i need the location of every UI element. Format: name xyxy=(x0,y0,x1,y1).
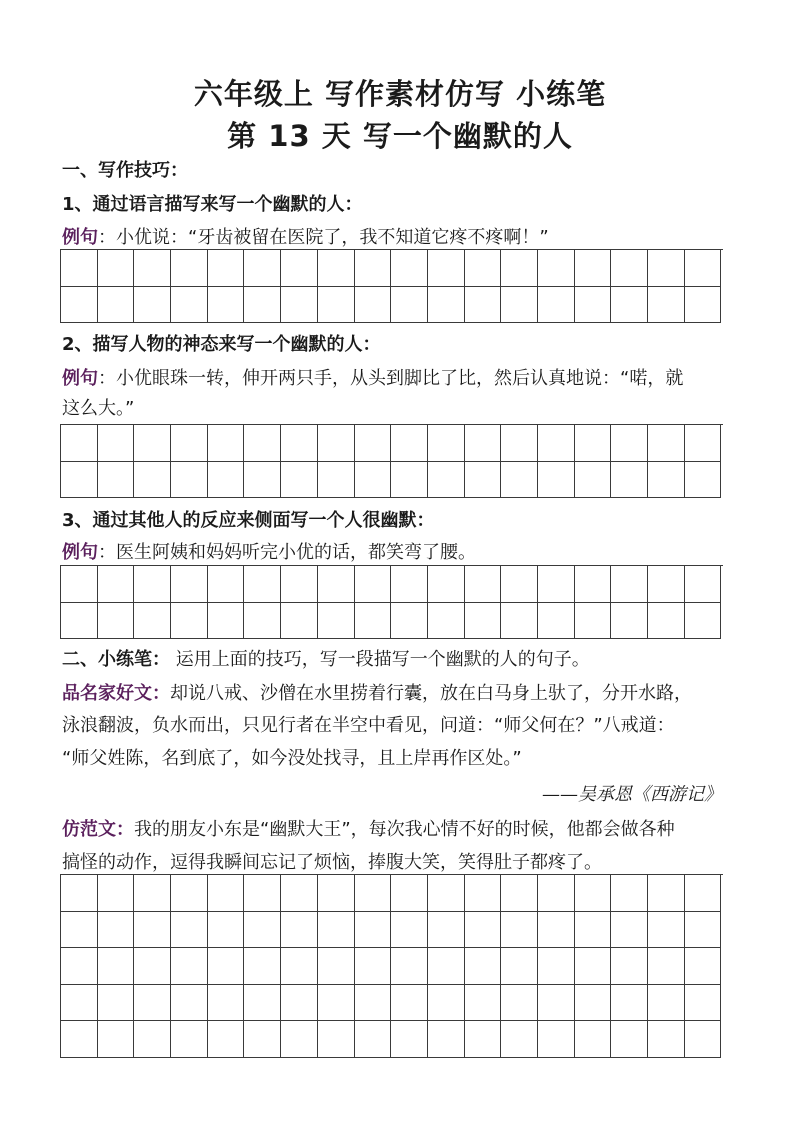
grid-cell[interactable] xyxy=(318,462,355,499)
technique-1-heading: 1、通过语言描写来写一个幽默的人： xyxy=(62,194,363,215)
grid-cell[interactable] xyxy=(538,462,575,499)
grid-cell[interactable] xyxy=(61,985,98,1022)
grid-cell[interactable] xyxy=(501,425,538,462)
grid-cell[interactable] xyxy=(134,566,171,603)
grid-cell[interactable] xyxy=(281,603,318,640)
grid-cell[interactable] xyxy=(244,287,281,324)
excerpt-line-1 xyxy=(62,679,738,709)
grid-cell[interactable] xyxy=(244,912,281,949)
grid-cell[interactable] xyxy=(465,425,502,462)
grid-cell[interactable] xyxy=(501,948,538,985)
grid-cell[interactable] xyxy=(171,603,208,640)
grid-cell[interactable] xyxy=(208,250,245,287)
grid-cell[interactable] xyxy=(428,912,465,949)
excerpt-label: 品名家好文： xyxy=(62,683,170,704)
grid-cell[interactable] xyxy=(98,875,135,912)
grid-cell[interactable] xyxy=(648,912,685,949)
grid-cell[interactable] xyxy=(685,603,722,640)
grid-cell[interactable] xyxy=(465,462,502,499)
grid-cell[interactable] xyxy=(355,287,392,324)
grid-cell[interactable] xyxy=(171,287,208,324)
grid-cell[interactable] xyxy=(61,250,98,287)
grid-cell[interactable] xyxy=(208,985,245,1022)
grid-cell[interactable] xyxy=(428,566,465,603)
grid-cell[interactable] xyxy=(685,462,722,499)
grid-cell[interactable] xyxy=(208,566,245,603)
grid-cell[interactable] xyxy=(611,912,648,949)
grid-cell[interactable] xyxy=(611,425,648,462)
grid-cell[interactable] xyxy=(318,287,355,324)
grid-cell[interactable] xyxy=(208,462,245,499)
grid-cell[interactable] xyxy=(355,250,392,287)
grid-cell[interactable] xyxy=(575,948,612,985)
grid-cell[interactable] xyxy=(318,912,355,949)
grid-cell[interactable] xyxy=(355,1021,392,1058)
grid-cell[interactable] xyxy=(611,603,648,640)
grid-cell[interactable] xyxy=(685,985,722,1022)
part2-heading: 二、小练笔： xyxy=(62,649,170,670)
grid-cell[interactable] xyxy=(134,985,171,1022)
grid-cell[interactable] xyxy=(355,425,392,462)
grid-cell[interactable] xyxy=(61,566,98,603)
grid-cell[interactable] xyxy=(244,462,281,499)
grid-cell[interactable] xyxy=(61,425,98,462)
grid-cell[interactable] xyxy=(575,287,612,324)
technique-3-example xyxy=(62,538,738,568)
grid-cell[interactable] xyxy=(465,948,502,985)
grid-cell[interactable] xyxy=(355,462,392,499)
grid-cell[interactable] xyxy=(281,462,318,499)
grid-cell[interactable] xyxy=(428,250,465,287)
grid-cell[interactable] xyxy=(281,566,318,603)
grid-cell[interactable] xyxy=(538,287,575,324)
grid-cell[interactable] xyxy=(281,948,318,985)
grid-cell[interactable] xyxy=(685,875,722,912)
grid-cell[interactable] xyxy=(208,287,245,324)
grid-cell[interactable] xyxy=(134,425,171,462)
grid-cell[interactable] xyxy=(134,287,171,324)
grid-cell[interactable] xyxy=(281,875,318,912)
page-title-line-2: 第 13 天 写一个幽默的人 xyxy=(227,119,573,153)
grid-cell[interactable] xyxy=(61,603,98,640)
grid-cell[interactable] xyxy=(355,912,392,949)
grid-cell[interactable] xyxy=(648,462,685,499)
grid-cell[interactable] xyxy=(171,425,208,462)
grid-cell[interactable] xyxy=(171,566,208,603)
grid-cell[interactable] xyxy=(611,1021,648,1058)
grid-cell[interactable] xyxy=(538,603,575,640)
grid-cell[interactable] xyxy=(355,603,392,640)
grid-cell[interactable] xyxy=(171,948,208,985)
grid-cell[interactable] xyxy=(611,250,648,287)
technique-2-example xyxy=(62,364,738,394)
grid-cell[interactable] xyxy=(501,566,538,603)
grid-cell[interactable] xyxy=(575,603,612,640)
grid-cell[interactable] xyxy=(538,912,575,949)
writing-grid-4[interactable] xyxy=(60,874,723,1058)
grid-cell[interactable] xyxy=(648,1021,685,1058)
grid-cell[interactable] xyxy=(611,948,648,985)
grid-cell[interactable] xyxy=(391,462,428,499)
grid-cell[interactable] xyxy=(244,875,281,912)
excerpt-text: 却说八戒、沙僧在水里捞着行囊，放在白马身上驮了，分开水路， xyxy=(170,683,692,704)
grid-cell[interactable] xyxy=(465,985,502,1022)
grid-cell[interactable] xyxy=(318,566,355,603)
grid-cell[interactable] xyxy=(134,250,171,287)
page-title-line-1: 六年级上 写作素材仿写 小练笔 xyxy=(193,77,607,111)
grid-cell[interactable] xyxy=(465,250,502,287)
model-line-1 xyxy=(62,815,738,845)
grid-cell[interactable] xyxy=(428,985,465,1022)
example-text: ：小优说：“牙齿被留在医院了，我不知道它疼不疼啊！” xyxy=(98,227,549,248)
grid-cell[interactable] xyxy=(428,875,465,912)
grid-cell[interactable] xyxy=(98,566,135,603)
grid-cell[interactable] xyxy=(391,912,428,949)
grid-cell[interactable] xyxy=(648,250,685,287)
grid-cell[interactable] xyxy=(134,912,171,949)
grid-cell[interactable] xyxy=(501,1021,538,1058)
grid-cell[interactable] xyxy=(501,875,538,912)
grid-cell[interactable] xyxy=(318,875,355,912)
grid-cell[interactable] xyxy=(244,566,281,603)
grid-cell[interactable] xyxy=(134,875,171,912)
grid-cell[interactable] xyxy=(538,250,575,287)
grid-cell[interactable] xyxy=(648,425,685,462)
grid-cell[interactable] xyxy=(685,948,722,985)
grid-cell[interactable] xyxy=(575,875,612,912)
grid-cell[interactable] xyxy=(208,425,245,462)
grid-cell[interactable] xyxy=(61,287,98,324)
grid-cell[interactable] xyxy=(98,985,135,1022)
grid-cell[interactable] xyxy=(318,425,355,462)
grid-cell[interactable] xyxy=(648,948,685,985)
grid-cell[interactable] xyxy=(134,462,171,499)
grid-cell[interactable] xyxy=(391,1021,428,1058)
writing-grid-2[interactable] xyxy=(60,424,723,498)
grid-cell[interactable] xyxy=(281,912,318,949)
grid-cell[interactable] xyxy=(98,250,135,287)
grid-cell[interactable] xyxy=(685,1021,722,1058)
grid-cell[interactable] xyxy=(465,912,502,949)
grid-cell[interactable] xyxy=(171,1021,208,1058)
grid-cell[interactable] xyxy=(538,985,575,1022)
excerpt-line-2: 泳浪翻波，负水而出，只见行者在半空中看见，问道：“师父何在？”八戒道： xyxy=(62,715,675,736)
grid-cell[interactable] xyxy=(648,566,685,603)
grid-cell[interactable] xyxy=(575,912,612,949)
grid-cell[interactable] xyxy=(428,425,465,462)
grid-cell[interactable] xyxy=(208,603,245,640)
part2-heading-line xyxy=(62,645,738,675)
part1-heading: 一、写作技巧： xyxy=(62,160,188,181)
excerpt-source: ——吴承恩《西游记》 xyxy=(542,784,722,805)
grid-cell[interactable] xyxy=(648,287,685,324)
grid-cell[interactable] xyxy=(61,1021,98,1058)
grid-cell[interactable] xyxy=(355,875,392,912)
grid-cell[interactable] xyxy=(244,1021,281,1058)
grid-cell[interactable] xyxy=(244,948,281,985)
grid-cell[interactable] xyxy=(318,250,355,287)
grid-cell[interactable] xyxy=(391,250,428,287)
grid-cell[interactable] xyxy=(61,948,98,985)
grid-cell[interactable] xyxy=(538,1021,575,1058)
grid-cell[interactable] xyxy=(428,287,465,324)
model-label: 仿范文： xyxy=(62,819,134,840)
grid-cell[interactable] xyxy=(134,1021,171,1058)
grid-cell[interactable] xyxy=(465,566,502,603)
grid-cell[interactable] xyxy=(391,875,428,912)
technique-3-heading: 3、通过其他人的反应来侧面写一个人很幽默： xyxy=(62,510,435,531)
grid-cell[interactable] xyxy=(281,985,318,1022)
grid-cell[interactable] xyxy=(134,603,171,640)
writing-grid-1[interactable] xyxy=(60,249,723,323)
grid-cell[interactable] xyxy=(281,425,318,462)
grid-cell[interactable] xyxy=(428,603,465,640)
technique-2-heading: 2、描写人物的神态来写一个幽默的人： xyxy=(62,334,381,355)
example-text: ：小优眼珠一转，伸开两只手，从头到脚比了比，然后认真地说：“喏，就 xyxy=(98,368,684,389)
grid-cell[interactable] xyxy=(685,425,722,462)
grid-cell[interactable] xyxy=(355,985,392,1022)
grid-cell[interactable] xyxy=(391,566,428,603)
grid-cell[interactable] xyxy=(611,462,648,499)
grid-cell[interactable] xyxy=(501,603,538,640)
grid-cell[interactable] xyxy=(244,250,281,287)
grid-cell[interactable] xyxy=(134,948,171,985)
grid-cell[interactable] xyxy=(208,912,245,949)
grid-cell[interactable] xyxy=(465,1021,502,1058)
grid-cell[interactable] xyxy=(98,603,135,640)
grid-cell[interactable] xyxy=(501,985,538,1022)
model-text: 我的朋友小东是“幽默大王”，每次我心情不好的时候，他都会做各种 xyxy=(134,819,675,840)
grid-cell[interactable] xyxy=(538,566,575,603)
grid-cell[interactable] xyxy=(611,566,648,603)
grid-cell[interactable] xyxy=(281,1021,318,1058)
grid-cell[interactable] xyxy=(281,287,318,324)
grid-cell[interactable] xyxy=(391,948,428,985)
grid-cell[interactable] xyxy=(575,425,612,462)
grid-cell[interactable] xyxy=(391,425,428,462)
grid-cell[interactable] xyxy=(391,985,428,1022)
grid-cell[interactable] xyxy=(244,425,281,462)
grid-cell[interactable] xyxy=(98,462,135,499)
grid-cell[interactable] xyxy=(281,250,318,287)
grid-cell[interactable] xyxy=(171,985,208,1022)
grid-cell[interactable] xyxy=(648,875,685,912)
grid-cell[interactable] xyxy=(355,948,392,985)
grid-cell[interactable] xyxy=(98,287,135,324)
example-label: 例句 xyxy=(62,227,98,248)
grid-cell[interactable] xyxy=(244,985,281,1022)
grid-cell[interactable] xyxy=(208,948,245,985)
grid-cell[interactable] xyxy=(98,912,135,949)
grid-cell[interactable] xyxy=(575,1021,612,1058)
grid-cell[interactable] xyxy=(575,462,612,499)
grid-cell[interactable] xyxy=(98,425,135,462)
technique-2-example-cont: 这么大。” xyxy=(62,398,135,419)
grid-cell[interactable] xyxy=(355,566,392,603)
grid-cell[interactable] xyxy=(575,566,612,603)
grid-cell[interactable] xyxy=(465,875,502,912)
grid-cell[interactable] xyxy=(501,250,538,287)
grid-cell[interactable] xyxy=(611,985,648,1022)
grid-cell[interactable] xyxy=(648,985,685,1022)
grid-cell[interactable] xyxy=(61,462,98,499)
grid-cell[interactable] xyxy=(318,603,355,640)
grid-cell[interactable] xyxy=(208,875,245,912)
grid-cell[interactable] xyxy=(98,948,135,985)
model-line-2: 搞怪的动作，逗得我瞬间忘记了烦恼，捧腹大笑，笑得肚子都疼了。 xyxy=(62,852,602,873)
example-label: 例句 xyxy=(62,368,98,389)
grid-cell[interactable] xyxy=(171,250,208,287)
grid-cell[interactable] xyxy=(391,287,428,324)
grid-cell[interactable] xyxy=(208,1021,245,1058)
grid-cell[interactable] xyxy=(611,875,648,912)
grid-cell[interactable] xyxy=(538,425,575,462)
grid-cell[interactable] xyxy=(428,462,465,499)
grid-cell[interactable] xyxy=(575,250,612,287)
grid-cell[interactable] xyxy=(98,1021,135,1058)
grid-cell[interactable] xyxy=(648,603,685,640)
grid-cell[interactable] xyxy=(244,603,281,640)
grid-cell[interactable] xyxy=(685,912,722,949)
grid-cell[interactable] xyxy=(501,912,538,949)
grid-cell[interactable] xyxy=(575,985,612,1022)
grid-cell[interactable] xyxy=(685,250,722,287)
grid-cell[interactable] xyxy=(611,287,648,324)
writing-grid-3[interactable] xyxy=(60,565,723,639)
grid-cell[interactable] xyxy=(428,1021,465,1058)
grid-cell[interactable] xyxy=(318,1021,355,1058)
part2-instruction: 运用上面的技巧，写一段描写一个幽默的人的句子。 xyxy=(170,649,590,670)
grid-cell[interactable] xyxy=(171,875,208,912)
grid-cell[interactable] xyxy=(318,985,355,1022)
grid-cell[interactable] xyxy=(685,566,722,603)
grid-cell[interactable] xyxy=(428,948,465,985)
example-label: 例句 xyxy=(62,542,98,563)
grid-cell[interactable] xyxy=(501,287,538,324)
grid-cell[interactable] xyxy=(171,912,208,949)
grid-cell[interactable] xyxy=(171,462,208,499)
grid-cell[interactable] xyxy=(61,875,98,912)
grid-cell[interactable] xyxy=(501,462,538,499)
grid-cell[interactable] xyxy=(61,912,98,949)
grid-cell[interactable] xyxy=(538,875,575,912)
grid-cell[interactable] xyxy=(318,948,355,985)
grid-cell[interactable] xyxy=(465,603,502,640)
grid-cell[interactable] xyxy=(465,287,502,324)
excerpt-line-3: “师父姓陈，名到底了，如今没处找寻，且上岸再作区处。” xyxy=(62,748,522,769)
grid-cell[interactable] xyxy=(391,603,428,640)
grid-cell[interactable] xyxy=(685,287,722,324)
example-text: ：医生阿姨和妈妈听完小优的话，都笑弯了腰。 xyxy=(98,542,476,563)
grid-cell[interactable] xyxy=(538,948,575,985)
